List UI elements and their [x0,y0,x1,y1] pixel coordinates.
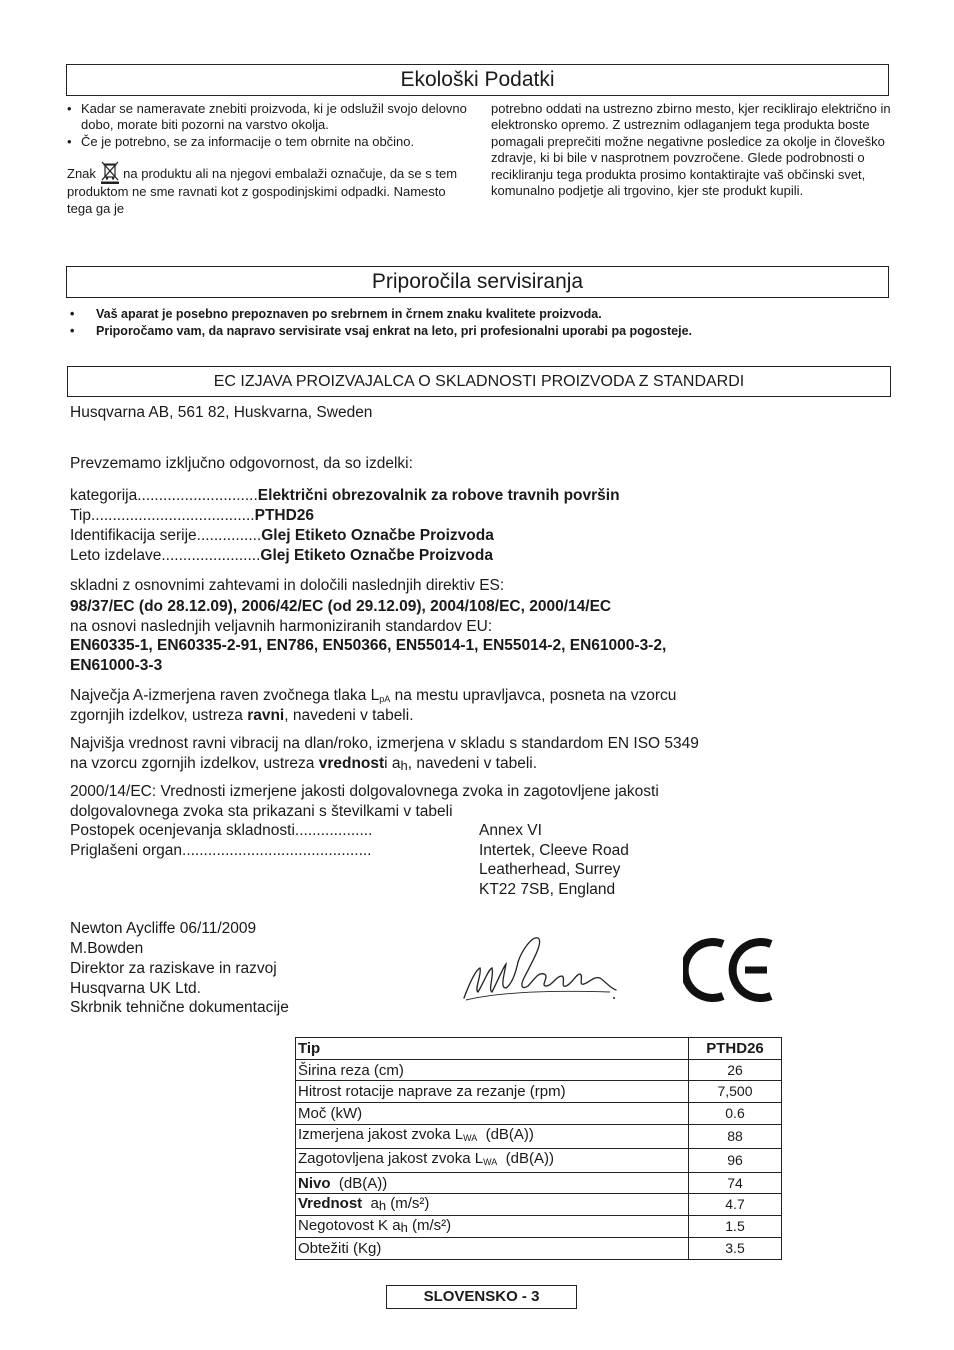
table-row: Nivo (dB(A)) 74 [296,1172,782,1194]
notified-body-line-2: Leatherhead, Surrey [479,861,621,878]
notified-body-label: Priglašeni organ............................................ [70,842,372,859]
table-header-row [296,1038,782,1060]
signer-role: Direktor za raziskave in razvoj [70,960,277,977]
eco-section-title: Ekološki Podatki [66,64,889,96]
crossed-bin-icon [100,160,120,184]
manufacturer-address: Husqvarna AB, 561 82, Huskvarna, Sweden [70,404,373,421]
notified-body-line-3: KT22 7SB, England [479,881,616,898]
serial-line: Identifikacija serije...............Glej Etiketo Označbe Proizvoda [70,527,494,544]
table-row: Širina reza (cm) 26 [296,1059,782,1081]
table-row: Obtežiti (Kg) 3.5 [296,1238,782,1260]
ec-section-title: EC IZJAVA PROIZVAJALCA O SKLADNOSTI PROIZVODA Z STANDARDI [67,366,891,397]
standards-intro: na osnovi naslednjih veljavnih harmoniziranih standardov EU: [70,618,493,635]
table-row: Izmerjena jakost zvoka $L_{WA}$ (dB(A)) 88 [296,1124,782,1148]
table-row: Moč (kW) 0.6 [296,1103,782,1125]
signer-company: Husqvarna UK Ltd. [70,980,201,997]
standards-list-2: EN61000-3-3 [70,657,163,674]
directive-2000-2: dolgovalovnega zvoka sta prikazani s številkami v tabeli [70,803,453,820]
procedure-label: Postopek ocenjevanja skladnosti.................. [70,822,373,839]
responsibility-statement: Prevzemamo izključno odgovornost, da so izdelki: [70,455,413,472]
table-row: Zagotovljena jakost zvoka $L_{WA}$ (dB(A)) 96 [296,1148,782,1172]
service-bullet-1: • Vaš aparat je posebno prepoznaven po srebrnem in črnem znaku kvalitete proizvoda. [70,306,692,323]
vibration-statement-1: Najvišja vrednost ravni vibracij na dlan/roko, izmerjena v skladu s standardom EN ISO 5349 [70,735,699,752]
noise-statement-2: zgornjih izdelkov, ustreza ravni, navedeni v tabeli. [70,707,414,724]
eco-bullet-1: • Kadar se nameravate znebiti proizvoda, ki je odslužil svojo delovno dobo, morate biti pozorni na varstvo okolja. [67,101,467,134]
ce-mark-icon [683,936,777,1004]
noise-statement-1: Največja A-izmerjena raven zvočnega tlaka $L_{pA}$ na mestu upravljavca, posneta na vzorcu [70,687,677,704]
notified-body-line-1: Intertek, Cleeve Road [479,842,629,859]
page-footer: SLOVENSKO - 3 [386,1285,577,1309]
eco-right-column: potrebno oddati na ustrezno zbirno mesto, kjer reciklirajo električno in elektronsko opremo. Z ustreznim odlaganjem tega produkta boste pomagali preprečiti možne negativne posledice za okolje in človeško zdravje, ki bi bile v nasprotnem povzročene. Glede podrobnosti o recikliranju tega produkta prosimo kontaktirajte vaš občinski svet, komunalno podjetje ali trgovino, kjer ste produkt kupili. [491,101,891,199]
service-section-title: Priporočila servisiranja [66,266,889,298]
eco-left-column [67,101,467,217]
category-line: kategorija............................Električni obrezovalnik za robove travnih površin [70,487,620,504]
table-row: Vrednost $a_h$ (m/s²) 4.7 [296,1194,782,1216]
year-line: Leto izdelave.......................Glej Etiketo Označbe Proizvoda [70,547,493,564]
standards-list-1: EN60335-1, EN60335-2-91, EN786, EN50366, EN55014-1, EN55014-2, EN61000-3-2, [70,637,667,654]
signer-name: M.Bowden [70,940,144,957]
eco-paragraph: Znak na produktu ali na njegovi embalaži označuje, da se s tem produktom ne sme ravnati kot z gospodinjskimi odpadki. Namesto tega ga je [67,160,467,217]
service-bullets [70,306,692,340]
procedure-value: Annex VI [479,822,542,839]
table-row: Hitrost rotacije naprave za rezanje (rpm) 7,500 [296,1081,782,1103]
vibration-statement-2: na vzorcu zgornjih izdelkov, ustreza vrednosti $a_h$, navedeni v tabeli. [70,755,538,773]
eco-bullet-2: • Če je potrebno, se za informacije o tem obrnite na občino. [67,134,467,150]
table-header-value: PTHD26 [689,1038,782,1060]
table-row: Negotovost K $a_h$ (m/s²) 1.5 [296,1216,782,1238]
spec-table [295,1037,782,1260]
directives-list: 98/37/EC (do 28.12.09), 2006/42/EC (od 29.12.09), 2004/108/EC, 2000/14/EC [70,598,612,615]
table-header-label: Tip [296,1038,689,1060]
place-date: Newton Aycliffe 06/11/2009 [70,920,257,937]
type-line: Tip......................................PTHD26 [70,507,315,524]
service-bullet-2: • Priporočamo vam, da napravo servisirate vsaj enkrat na leto, pri profesionalni uporabi pa pogosteje. [70,323,692,340]
directive-2000-1: 2000/14/EC: Vrednosti izmerjene jakosti dolgovalovnega zvoka in zagotovljene jakosti [70,783,659,800]
directives-intro: skladni z osnovnimi zahtevami in določili naslednjih direktiv ES: [70,577,505,594]
signature [460,932,620,1004]
signer-custodian: Skrbnik tehnične dokumentacije [70,999,289,1016]
